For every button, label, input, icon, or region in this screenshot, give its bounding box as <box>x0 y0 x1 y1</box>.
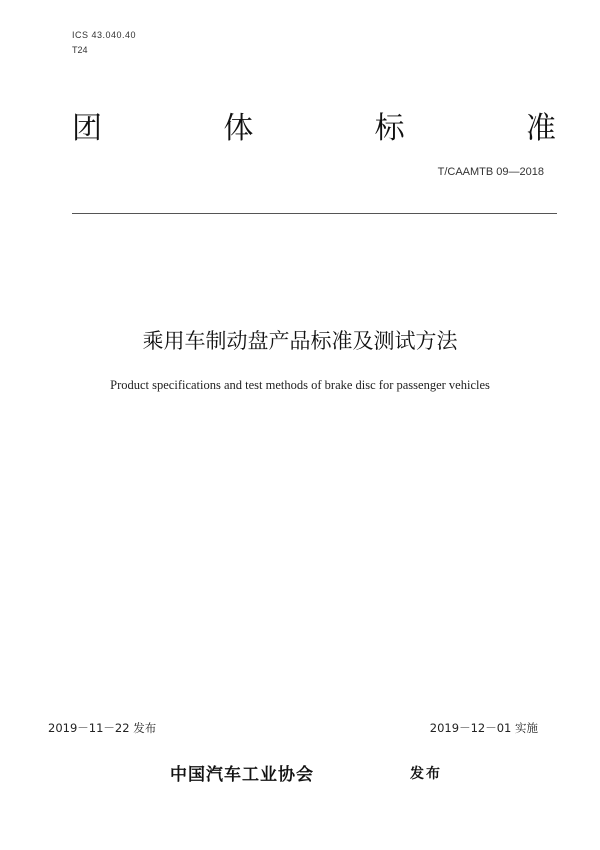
standard-number: T/CAAMTB 09—2018 <box>437 166 544 178</box>
document-title-chinese: 乘用车制动盘产品标准及测试方法 <box>142 329 458 353</box>
standard-type-char: 标 <box>374 111 405 146</box>
standard-type-heading <box>72 111 556 147</box>
implementation-date: 2019－12－01 实施 <box>429 721 538 735</box>
ics-code: ICS 43.040.40 <box>72 30 137 40</box>
standard-type-char: 体 <box>223 111 254 146</box>
publisher-name: 中国汽车工业协会 <box>170 765 314 785</box>
classification-code: T24 <box>72 45 88 55</box>
publisher-label: 发布 <box>410 766 442 782</box>
standard-type-char: 准 <box>525 111 556 146</box>
issue-date: 2019－11－22 发布 <box>48 721 157 735</box>
header-divider <box>72 213 557 214</box>
document-title-english: Product specifications and test methods of brake disc for passenger vehicles <box>110 378 490 392</box>
standard-type-char: 团 <box>72 111 102 146</box>
